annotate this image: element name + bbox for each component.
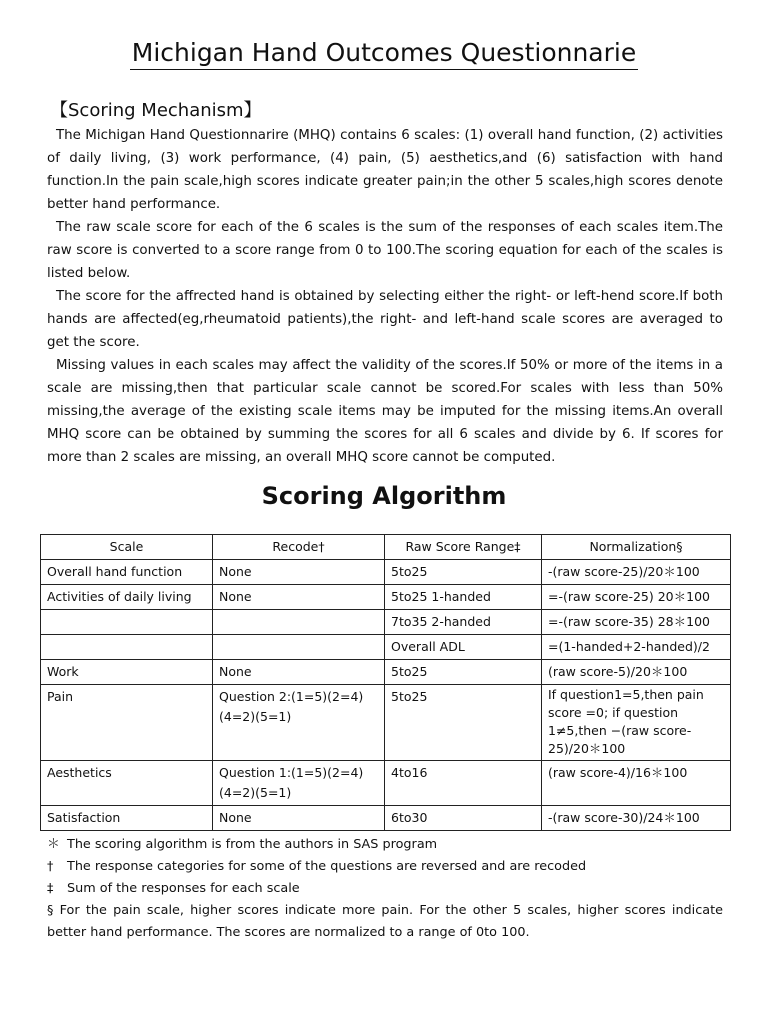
cell-normalization: -(raw score-30)/24＊100 bbox=[542, 806, 731, 831]
table-row bbox=[41, 585, 731, 610]
cell-scale: Satisfaction bbox=[41, 806, 213, 831]
cell-scale: Overall hand function bbox=[41, 560, 213, 585]
scoring-mechanism-body bbox=[47, 124, 723, 469]
cell-recode: Question 2:(1=5)(2=4)(4=2)(5=1) bbox=[213, 685, 385, 761]
footnote bbox=[47, 834, 723, 856]
cell-recode bbox=[213, 610, 385, 635]
paragraph: Missing values in each scales may affect the validity of the scores.If 50% or more of the items in a scale are missing,then that particular scale cannot be scored.For scales with less than 50% missing,the average of the existing scale items may be imputed for the missing items.An overall MHQ score can be obtained by summing the scores for all 6 scales and divide by 6. If scores for more than 2 scales are missing, an overall MHQ score cannot be computed. bbox=[47, 358, 723, 465]
footnote-text: The scoring algorithm is from the authors in SAS program bbox=[67, 837, 438, 852]
footnote-symbol: ‡ bbox=[47, 881, 54, 896]
header-recode: Recode† bbox=[213, 535, 385, 560]
table-row bbox=[41, 660, 731, 685]
cell-recode: Question 1:(1=5)(2=4)(4=2)(5=1) bbox=[213, 761, 385, 806]
cell-normalization: =-(raw score-25) 20＊100 bbox=[542, 585, 731, 610]
scoring-algorithm-heading: Scoring Algorithm bbox=[261, 482, 507, 510]
table-row bbox=[41, 635, 731, 660]
table-row bbox=[41, 685, 731, 761]
cell-raw-range: 5to25 bbox=[385, 560, 542, 585]
scoring-algorithm-table bbox=[40, 534, 731, 831]
footnote bbox=[47, 856, 723, 878]
table-row bbox=[41, 761, 731, 806]
footnote-symbol: § bbox=[47, 903, 54, 918]
table-row bbox=[41, 560, 731, 585]
cell-recode: None bbox=[213, 585, 385, 610]
cell-normalization: If question1=5,then pain score =0; if question 1≠5,then −(raw score-25)/20＊100 bbox=[542, 685, 731, 761]
header-scale: Scale bbox=[41, 535, 213, 560]
footnote-symbol: ＊ bbox=[47, 837, 60, 852]
cell-raw-range: 5to25 bbox=[385, 685, 542, 761]
cell-scale bbox=[41, 610, 213, 635]
paragraph: The Michigan Hand Questionnarire (MHQ) contains 6 scales: (1) overall hand function, (2) activities of daily living, (3) work performance, (4) pain, (5) aesthetics,and (6) satisfaction with hand function.In the pain scale,high scores indicate greater pain;in the other 5 scales,high scores denote better hand performance. bbox=[47, 128, 723, 212]
header-raw-score-range: Raw Score Range‡ bbox=[385, 535, 542, 560]
table-header-row bbox=[41, 535, 731, 560]
cell-recode: None bbox=[213, 806, 385, 831]
cell-scale: Pain bbox=[41, 685, 213, 761]
cell-normalization: (raw score-5)/20＊100 bbox=[542, 660, 731, 685]
cell-raw-range: 5to25 1-handed bbox=[385, 585, 542, 610]
footnote-text: Sum of the responses for each scale bbox=[67, 881, 300, 896]
page-title bbox=[0, 38, 768, 67]
cell-scale: Aesthetics bbox=[41, 761, 213, 806]
cell-recode: None bbox=[213, 660, 385, 685]
cell-normalization: =(1-handed+2-handed)/2 bbox=[542, 635, 731, 660]
cell-raw-range: 6to30 bbox=[385, 806, 542, 831]
footnote bbox=[47, 900, 723, 944]
cell-scale bbox=[41, 635, 213, 660]
footnotes bbox=[47, 834, 723, 944]
paragraph: The raw scale score for each of the 6 scales is the sum of the responses of each scales item.The raw score is converted to a score range from 0 to 100.The scoring equation for each of the scales is listed below. bbox=[47, 220, 723, 281]
cell-normalization: =-(raw score-35) 28＊100 bbox=[542, 610, 731, 635]
table-row bbox=[41, 806, 731, 831]
cell-scale: Activities of daily living bbox=[41, 585, 213, 610]
page-title-text: Michigan Hand Outcomes Questionnarie bbox=[130, 38, 638, 70]
footnote bbox=[47, 878, 723, 900]
cell-normalization: -(raw score-25)/20＊100 bbox=[542, 560, 731, 585]
footnote-text: The response categories for some of the questions are reversed and are recoded bbox=[67, 859, 587, 874]
table-row bbox=[41, 610, 731, 635]
cell-raw-range: 4to16 bbox=[385, 761, 542, 806]
cell-normalization: (raw score-4)/16＊100 bbox=[542, 761, 731, 806]
footnote-text: For the pain scale, higher scores indicate more pain. For the other 5 scales, higher scores indicate better hand performance. The scores are normalized to a range of 0to 100. bbox=[47, 903, 724, 940]
cell-recode bbox=[213, 635, 385, 660]
cell-raw-range: 5to25 bbox=[385, 660, 542, 685]
cell-recode: None bbox=[213, 560, 385, 585]
paragraph: The score for the affrected hand is obtained by selecting either the right- or left-hend score.If both hands are affected(eg,rheumatoid patients),the right- and left-hand scale scores are averaged to get the score. bbox=[47, 289, 723, 350]
section-heading-scoring-mechanism: 【Scoring Mechanism】 bbox=[50, 100, 262, 121]
cell-raw-range: 7to35 2-handed bbox=[385, 610, 542, 635]
footnote-symbol: † bbox=[47, 859, 54, 874]
cell-scale: Work bbox=[41, 660, 213, 685]
cell-raw-range: Overall ADL bbox=[385, 635, 542, 660]
header-normalization: Normalization§ bbox=[542, 535, 731, 560]
